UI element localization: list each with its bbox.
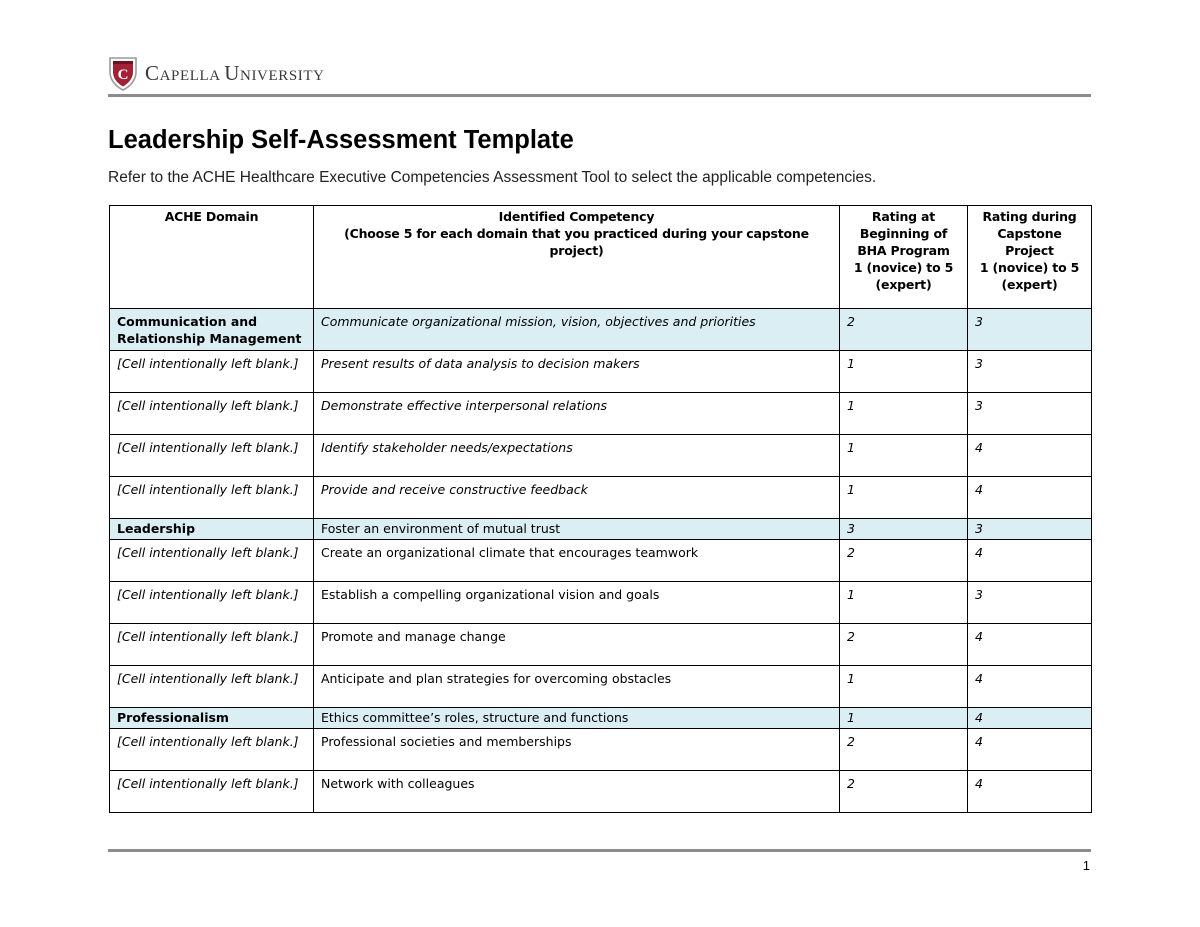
table-row <box>110 540 1092 582</box>
competency-cell: Ethics committee’s roles, structure and functions <box>314 708 840 729</box>
capella-shield-icon <box>108 55 138 91</box>
table-row <box>110 519 1092 540</box>
competency-cell: Demonstrate effective interpersonal relations <box>314 393 840 435</box>
domain-cell: [Cell intentionally left blank.] <box>110 477 314 519</box>
domain-cell: [Cell intentionally left blank.] <box>110 351 314 393</box>
capstone-rating-cell: 3 <box>968 519 1092 540</box>
domain-cell: [Cell intentionally left blank.] <box>110 666 314 708</box>
header-identified-competency: Identified Competency (Choose 5 for each domain that you practiced during your capstone project) <box>314 206 840 309</box>
beginning-rating-cell: 1 <box>840 666 968 708</box>
competency-cell: Foster an environment of mutual trust <box>314 519 840 540</box>
table-row <box>110 729 1092 771</box>
table-row <box>110 771 1092 813</box>
competency-cell: Establish a compelling organizational vision and goals <box>314 582 840 624</box>
competency-cell: Network with colleagues <box>314 771 840 813</box>
domain-cell: Leadership <box>110 519 314 540</box>
header-rule <box>108 94 1091 97</box>
beginning-rating-cell: 2 <box>840 771 968 813</box>
table-row <box>110 393 1092 435</box>
capstone-rating-cell: 3 <box>968 351 1092 393</box>
beginning-rating-cell: 1 <box>840 708 968 729</box>
beginning-rating-cell: 3 <box>840 519 968 540</box>
header-rating-capstone: Rating during Capstone Project 1 (novice) to 5 (expert) <box>968 206 1092 309</box>
table-row <box>110 309 1092 351</box>
footer-rule <box>108 849 1091 852</box>
table-row <box>110 624 1092 666</box>
domain-cell: Professionalism <box>110 708 314 729</box>
competency-cell: Present results of data analysis to decision makers <box>314 351 840 393</box>
beginning-rating-cell: 1 <box>840 351 968 393</box>
competency-cell: Communicate organizational mission, vision, objectives and priorities <box>314 309 840 351</box>
domain-cell: [Cell intentionally left blank.] <box>110 435 314 477</box>
beginning-rating-cell: 2 <box>840 624 968 666</box>
domain-cell: [Cell intentionally left blank.] <box>110 624 314 666</box>
table-row <box>110 666 1092 708</box>
table-row <box>110 582 1092 624</box>
domain-cell: [Cell intentionally left blank.] <box>110 393 314 435</box>
header-ache-domain: ACHE Domain <box>110 206 314 309</box>
domain-cell: [Cell intentionally left blank.] <box>110 771 314 813</box>
competency-cell: Create an organizational climate that encourages teamwork <box>314 540 840 582</box>
capstone-rating-cell: 4 <box>968 666 1092 708</box>
domain-cell: [Cell intentionally left blank.] <box>110 540 314 582</box>
capella-logo <box>108 54 325 92</box>
domain-cell: [Cell intentionally left blank.] <box>110 582 314 624</box>
capstone-rating-cell: 4 <box>968 435 1092 477</box>
competency-cell: Promote and manage change <box>314 624 840 666</box>
capstone-rating-cell: 4 <box>968 540 1092 582</box>
domain-cell: [Cell intentionally left blank.] <box>110 729 314 771</box>
table-row <box>110 477 1092 519</box>
capstone-rating-cell: 4 <box>968 708 1092 729</box>
capstone-rating-cell: 4 <box>968 729 1092 771</box>
competency-cell: Provide and receive constructive feedback <box>314 477 840 519</box>
beginning-rating-cell: 1 <box>840 582 968 624</box>
beginning-rating-cell: 1 <box>840 393 968 435</box>
beginning-rating-cell: 1 <box>840 435 968 477</box>
capstone-rating-cell: 4 <box>968 624 1092 666</box>
capstone-rating-cell: 4 <box>968 771 1092 813</box>
capstone-rating-cell: 3 <box>968 309 1092 351</box>
page-title: Leadership Self-Assessment Template <box>108 126 574 154</box>
header-rating-beginning: Rating at Beginning of BHA Program 1 (novice) to 5 (expert) <box>840 206 968 309</box>
table-row <box>110 708 1092 729</box>
instructions-text: Refer to the ACHE Healthcare Executive Competencies Assessment Tool to select the applicable competencies. <box>108 169 877 186</box>
beginning-rating-cell: 2 <box>840 540 968 582</box>
domain-cell: Communication and Relationship Management <box>110 309 314 351</box>
table-header-row <box>110 206 1092 309</box>
competency-cell: Professional societies and memberships <box>314 729 840 771</box>
table-row <box>110 435 1092 477</box>
beginning-rating-cell: 1 <box>840 477 968 519</box>
brand-name: CAPELLA UNIVERSITY <box>145 60 325 85</box>
competency-cell: Anticipate and plan strategies for overcoming obstacles <box>314 666 840 708</box>
capstone-rating-cell: 4 <box>968 477 1092 519</box>
self-assessment-table <box>109 205 1092 813</box>
beginning-rating-cell: 2 <box>840 729 968 771</box>
svg-text:C: C <box>117 67 129 83</box>
beginning-rating-cell: 2 <box>840 309 968 351</box>
competency-cell: Identify stakeholder needs/expectations <box>314 435 840 477</box>
capstone-rating-cell: 3 <box>968 393 1092 435</box>
page-number: 1 <box>1082 858 1090 873</box>
capstone-rating-cell: 3 <box>968 582 1092 624</box>
table-row <box>110 351 1092 393</box>
